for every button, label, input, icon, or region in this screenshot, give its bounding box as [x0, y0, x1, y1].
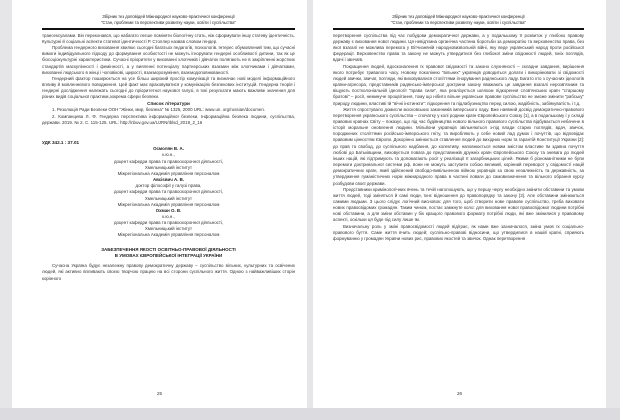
body-paragraph: перетворення суспільства під час побудови демократичної держави, а у подальшому її розвиток у глибоко правову державу є виховання нової людини. Ця невід'ємна органічна частина боротьби за демократію та верховенство права, без якої взагалі не можлива перемога у Вітчизняній народновизвольній війні, яку веде український народ проти російської федерації. Верховенство права та закону не можуть утвердитися без глибокої зміни свідомості людей, їхніх поглядів, вдачі і звичаїв.	[333, 32, 584, 63]
author-block	[42, 146, 295, 238]
author-detail: Міжрегіональна Академія управління персоналом	[117, 201, 220, 207]
author-name: Авсієвич А. В.	[152, 177, 184, 183]
header-line-1: Збірник тез доповідей Міжнародної науково-практичної конференції	[102, 14, 235, 19]
author-name: Охман О. В.	[155, 207, 182, 213]
body-paragraph: Сучасна Україна будує незалежну правову демократичну державу – суспільство вільних, культурних та освічених людей, які активно впливають своєю творчою працею на всі сторони суспільного життя. Одною з найважливіших сторін корінного	[42, 263, 295, 281]
author-detail: Хмельницький інститут	[144, 164, 193, 170]
body-paragraph: Проблема гендерного виховання хвилює сьогодні багатьох педагогів, психологів. Інтерес обумовлений тим, що сучасні вимоги індивідуального підходу до формування особистості не можуть ігнорувати гендерні особливості дитини, так як це біосоціокультурні характеристики. Сучасні пріоритети у вихованні хлопчиків і дівчаток полягають не в закріпленні жорстких стандартів маскулінності і фемінності, а у вияленні потенціалу партнерських взаємин між хлопчиками і дівчатками, вихованні людського в жінці і чоловікові, щирості, взаєморозуміння, взаємодоповнюваності.	[42, 45, 295, 75]
article-title-line-2: В УМОВАХ ЄВРОПЕЙСЬКОЇ ІНТЕГРАЦІЇ УКРАЇНИ	[114, 252, 223, 258]
author-detail: доцент кафедри права та правоохоронної діяльності,	[113, 189, 224, 195]
document-page-right	[313, 0, 606, 408]
references-heading: Список літератури	[147, 101, 190, 106]
viewer-margin	[606, 0, 620, 408]
page-number: 26	[456, 391, 463, 396]
author-detail: к.ю.н.,	[162, 214, 175, 219]
article-title	[42, 247, 295, 260]
body-paragraph: трансексуалами. Він переконався, що набагато легше поміняти біологічну стать, ніж сформувати іншу статеву ідентичність. Культурні й соціальні аспекти статевої ідентичності Р. Столлер назвав словом гендер.	[42, 32, 295, 44]
running-header	[42, 14, 295, 25]
body-paragraph: Визначальну роль у зміні правосвідомості людей відіграє, як нами вже зазначалося, зміна умов їх соціально-правового буття. Саме життя вчить людей; суспільно-правові відносини, що утвердилися в нашій країні, сприяють формуванню у громадян України нових рис, правових якостей та звичок. Однак перетворення	[333, 223, 584, 241]
reference-item: 2. Компанцева Л. Ф. Гендерна перспектива інформаційної безпеки. Інформаційна безпека людини, суспільства, держави. 2019. № 2. С. 115-125. URL: http://nbuv.gov.ua/UJRN/Iblsd_2019_2_16	[42, 113, 295, 125]
header-line-2: "Стан, проблеми та перспективи розвитку науки, освіти і суспільства"	[391, 19, 526, 25]
udk-code: УДК 342.1 : 37.01	[42, 139, 80, 145]
header-rule	[42, 28, 295, 30]
author-detail: Хмельницький інститут	[144, 195, 193, 201]
header-line-2: "Стан, проблеми та перспективи розвитку науки, освіти і суспільства"	[101, 19, 236, 25]
header-rule	[333, 28, 584, 30]
reference-item: 1. Резолюція Ради Безпеки ООН "Жінки, мир, безпека" № 1325, 2000 URL: www.un. org/russian/documen.	[52, 107, 265, 113]
body-paragraph: Гендерний фактор поширюється на усе більш широкий простір комунікації та визначає нові моделі інформаційного впливу й мовленнєвого поводження. Цей факт має враховуватися у комунікаціях безпекових інституцій. Гендерна теорія і гендерні дослідження належать сьогодні до пріоритетної наукової галузі, в їхні результати мають важливе значення для різних видів соціальної практики,зокрема сфери безпеки.	[42, 75, 295, 100]
document-page-left	[12, 0, 307, 408]
author-detail: доцент кафедри права та правоохоронної діяльності,	[113, 158, 224, 164]
body-paragraph: Життя спростувало домисли московських законників імперського ладу. Вже наявний досвід демократично-правового перетворення українського суспільства – спочатку у колі родини країн Європейського Союзу [1], а в подальшому і у складі правових країнах Світу – показує, що під час будівництва нового вільного правового суспільства відбувається небачене в історії моральне оновлення людини. Мільйони українців звільняються з-під влади старих поглядів, вдач, звичок, породжених століттями російсько-імперського гніту, та виробляють у себе новий лад думок і почуттів, що відповідає правовим цінностям Європи. Докорінно змінюється ставлення людей до вихідних норм та гарантій Конституції України [2]: до прав та свобод, до суспільного надбання, до колективу, наповнюється новим змістом властиве їм здавна почуття любові до Батьківщини, виховується повага до представників дружніх країн Європейського Союзу та зневага до людей інших націй, які підтримують та допомагають росії у реалізації її загарбницьких цілей. Якими б різноманітними не були перемоги доктринальної системи рф, вони не можуть заступити собою великий, корінний переворот у свідомості націй демократичних країн, який здійснений свободо-вивільненою війною українців за свою незалежність та державність, за утвердження гуманістичних норм міжнародного права в частині поваги до самовизначення та вільного обрання курсу розбудови своєї держави.	[333, 106, 584, 186]
article-title-line-1: ЗАБЕЗПЕЧЕННЯ ЯКОСТІ ОСВІТНЬО-ПРАВОВОЇ ДІЯЛЬНОСТІ	[101, 246, 236, 252]
body-paragraph: Покращення людей, вдосконалення їх правової свідомості та законо слухняності – складне завдання, вирішення якого потребує тривалого часу. Новому поколінню "вільних" українців доводиться долати і викорінювати зі свідомості людей звички, звичаї, погляди, які виховувалися століттями ігнорування радянського ладу. Багато хто з сучасних ідеологів країни-агресора, представників радянсько-імперської доктрини закону вважають це завдання взагалі нерозв'язним та віщують постколоніальній ідеології "права сили", яка реалізується шляхом підкорення слов'янських країн "старшому братові" – росії, неминуче процвітання, тому що нібито вільне українське правове суспільство не зможе змінити "рабську" природу людини, властиві їй "вічні інстинкти": підкорення та підлабузництво перед силою, жадібність, забіякуватість і т.д.	[333, 63, 584, 106]
author-detail: Хмельницький інститут	[144, 226, 193, 232]
author-detail: доцент кафедри права та правоохоронної діяльності,	[113, 220, 224, 226]
running-header	[333, 14, 584, 25]
header-line-1: Збірник тез доповідей Міжнародної науково-практичної конференції	[392, 14, 525, 19]
author-detail: к.ю.н.,	[162, 152, 175, 158]
author-detail: Міжрегіональна Академія управління персоналом	[117, 232, 220, 238]
author-name: Осмолян В. А.	[153, 146, 184, 152]
viewer-bottom-band	[0, 408, 620, 420]
author-detail: Міжрегіональна Академія управління персоналом	[117, 170, 220, 176]
page-number: 25	[156, 391, 163, 396]
author-detail: доктор філософії у галузі права,	[135, 183, 202, 189]
body-paragraph: Представники кримінологічних вчень та течій наголошують, що у першу чергу необхідно змінити обставини та умови життя людей, тоді зміняться й самі люди, їхнє відношення до правопорядку та закону [3]. Але обставини змінюються самими людьми. З цього слідує логічний висновок: для того, щоб створити нове правове суспільство, треба виховати нових правосвідомих громадян. Таким чином, постає замкнуте коло: для виховання нової правосвідомої людини потрібні нові обставини, а для зміни обставин у бік кращого правового формату потрібні люди, які вже змінилися у правовому аспекті, оскільки ця буде під силу лише їм.	[333, 186, 584, 223]
